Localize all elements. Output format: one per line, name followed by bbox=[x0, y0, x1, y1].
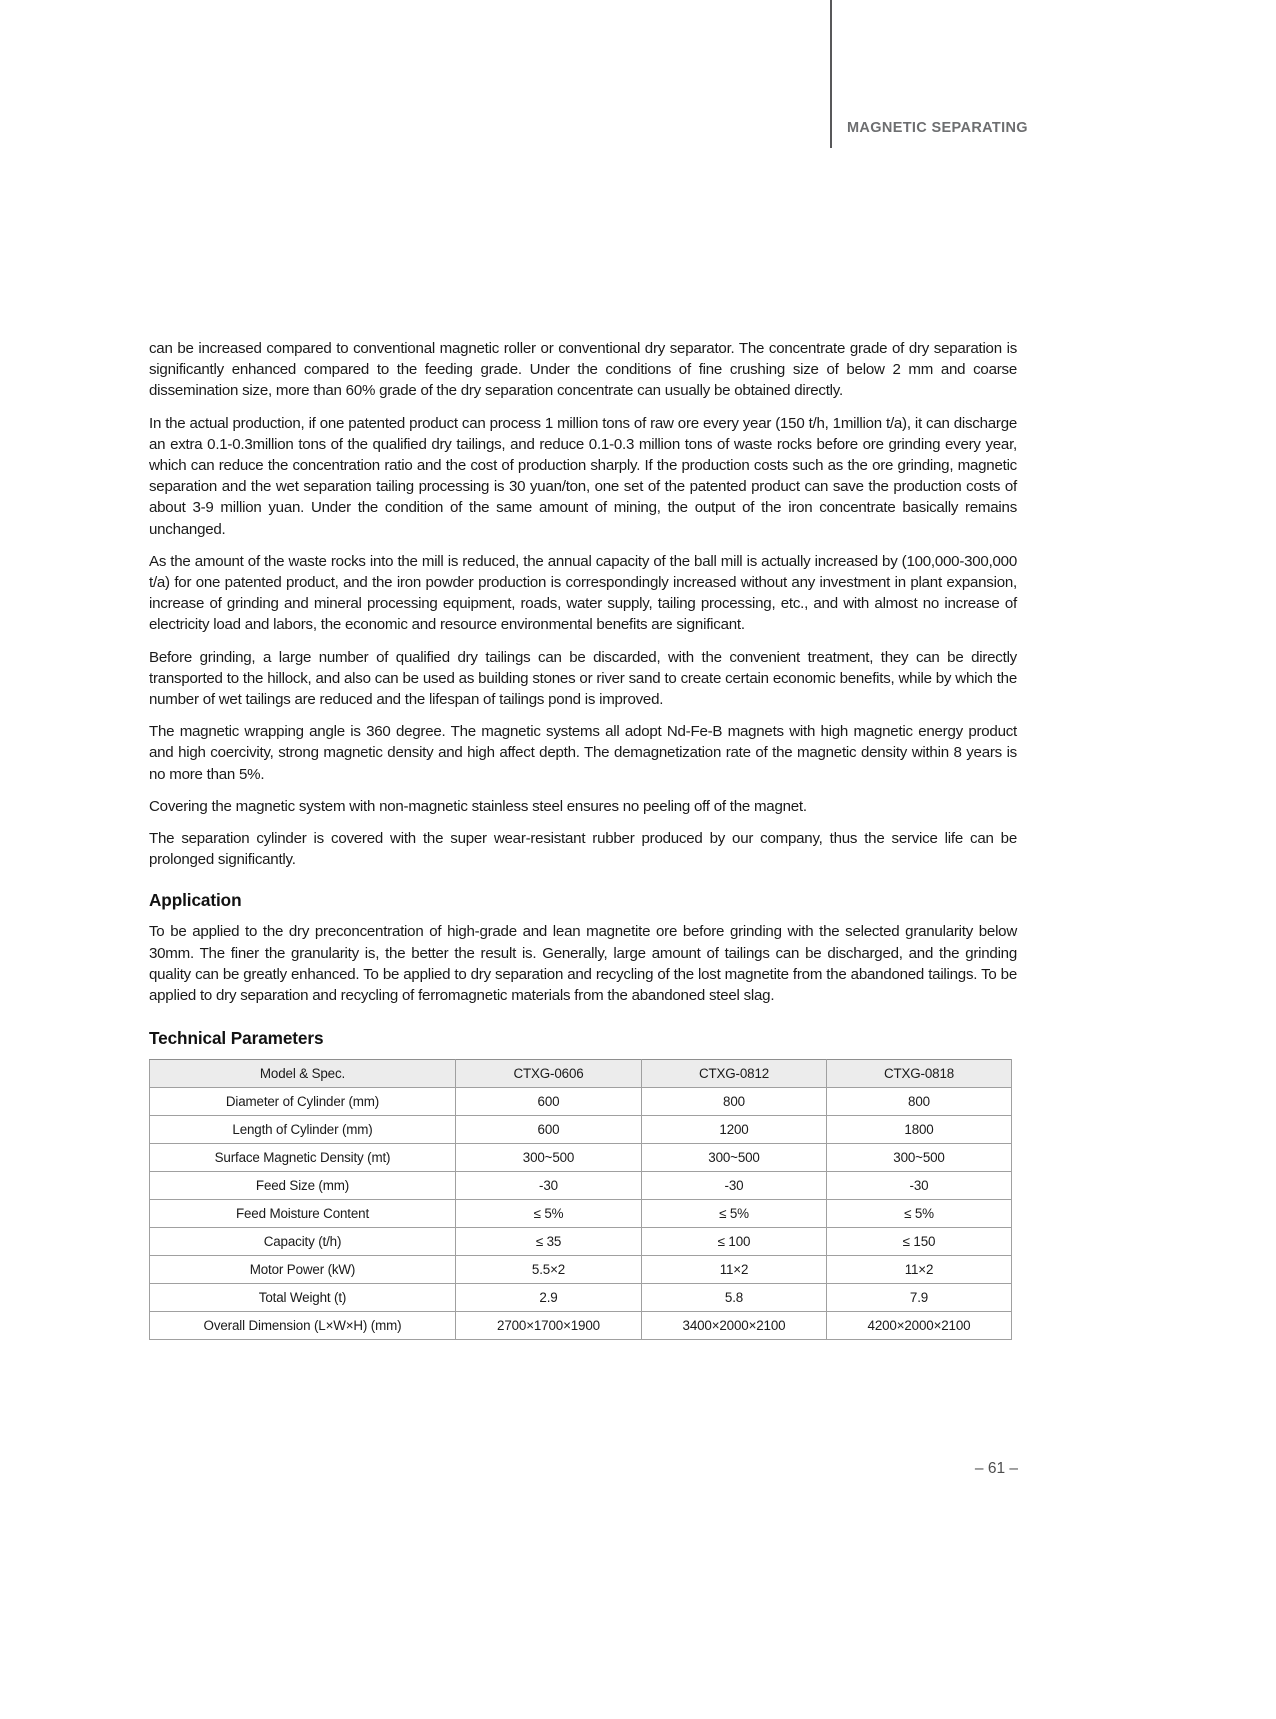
row-value: ≤ 150 bbox=[827, 1228, 1012, 1256]
body-paragraph: Before grinding, a large number of qualified dry tailings can be discarded, with the convenient treatment, they can be directly transported to the hillock, and also can be used as building stones or river sand to create certain economic benefits, while by which the number of wet tailings are reduced and the lifespan of tailings pond is improved. bbox=[149, 648, 1017, 709]
page-footer bbox=[0, 1460, 1276, 1478]
row-value: 600 bbox=[456, 1088, 642, 1116]
row-value: 3400×2000×2100 bbox=[642, 1312, 827, 1340]
row-value: 1200 bbox=[642, 1116, 827, 1144]
table-row bbox=[150, 1116, 1012, 1144]
table-row bbox=[150, 1228, 1012, 1256]
row-label: Overall Dimension (L×W×H) (mm) bbox=[150, 1312, 456, 1340]
table-header-row bbox=[150, 1060, 1012, 1088]
table-row bbox=[150, 1088, 1012, 1116]
header-vertical-rule bbox=[830, 0, 832, 148]
row-label: Feed Size (mm) bbox=[150, 1172, 456, 1200]
row-label: Diameter of Cylinder (mm) bbox=[150, 1088, 456, 1116]
table-row bbox=[150, 1144, 1012, 1172]
row-value: ≤ 35 bbox=[456, 1228, 642, 1256]
row-label: Total Weight (t) bbox=[150, 1284, 456, 1312]
body-paragraph: In the actual production, if one patented product can process 1 million tons of raw ore every year (150 t/h, 1million t/a), it can discharge an extra 0.1-0.3million tons of the qualified dry tailings, and reduce 0.1-0.3 million tons of waste rocks before ore grinding every year, which can reduce the concentration ratio and the cost of production sharply. If the production costs such as the ore grinding, magnetic separation and the wet separation tailing processing is 30 yuan/ton, one set of the patented product can save the production costs of about 3-9 million yuan. Under the condition of the same amount of mining, the output of the iron concentrate basically remains unchanged. bbox=[149, 414, 1017, 538]
column-header-model: Model & Spec. bbox=[150, 1060, 456, 1088]
row-value: 800 bbox=[642, 1088, 827, 1116]
row-value: -30 bbox=[827, 1172, 1012, 1200]
row-value: 600 bbox=[456, 1116, 642, 1144]
body-paragraph: can be increased compared to conventional magnetic roller or conventional dry separator. The concentrate grade of dry separation is significantly enhanced compared to the feeding grade. Under the conditions of fine crushing size of below 2 mm and coarse dissemination size, more than 60% grade of the dry separation concentrate can usually be obtained directly. bbox=[149, 340, 1017, 400]
row-value: 11×2 bbox=[642, 1256, 827, 1284]
row-value: 2.9 bbox=[456, 1284, 642, 1312]
column-header-ctxg-0818: CTXG-0818 bbox=[827, 1060, 1012, 1088]
table-row bbox=[150, 1172, 1012, 1200]
body-paragraph: The separation cylinder is covered with the super wear-resistant rubber produced by our company, thus the service life can be prolonged significantly. bbox=[149, 830, 1017, 869]
header-title: MAGNETIC SEPARATING bbox=[847, 120, 1028, 136]
table-row bbox=[150, 1256, 1012, 1284]
table-row bbox=[150, 1200, 1012, 1228]
row-label: Length of Cylinder (mm) bbox=[150, 1116, 456, 1144]
application-paragraph: To be applied to the dry preconcentration of high-grade and lean magnetite ore before grinding with the selected granularity below 30mm. The finer the granularity is, the better the result is. Generally, large amount of tailings can be discharged, and the grinding quality can be greatly enhanced. To be applied to dry separation and recycling of the lost magnetite from the abandoned tailings. To be applied to dry separation and recycling of ferromagnetic materials from the abandoned steel slag. bbox=[149, 923, 1017, 1005]
row-value: 4200×2000×2100 bbox=[827, 1312, 1012, 1340]
row-label: Motor Power (kW) bbox=[150, 1256, 456, 1284]
technical-parameters-heading: Technical Parameters bbox=[149, 1028, 324, 1049]
row-value: -30 bbox=[642, 1172, 827, 1200]
page-number: – 61 – bbox=[974, 1460, 1018, 1477]
row-value: 5.5×2 bbox=[456, 1256, 642, 1284]
table-row bbox=[150, 1312, 1012, 1340]
application-heading: Application bbox=[149, 890, 242, 911]
technical-parameters-table bbox=[149, 1059, 1012, 1340]
table-body bbox=[150, 1060, 1012, 1340]
row-value: 300~500 bbox=[642, 1144, 827, 1172]
row-value: -30 bbox=[456, 1172, 642, 1200]
body-paragraph: Covering the magnetic system with non-magnetic stainless steel ensures no peeling off of the magnet. bbox=[149, 797, 807, 815]
column-header-ctxg-0812: CTXG-0812 bbox=[642, 1060, 827, 1088]
row-value: 800 bbox=[827, 1088, 1012, 1116]
row-value: 2700×1700×1900 bbox=[456, 1312, 642, 1340]
body-paragraph: The magnetic wrapping angle is 360 degree. The magnetic systems all adopt Nd-Fe-B magnets with high magnetic energy product and high coercivity, strong magnetic density and high affect depth. The demagnetization rate of the magnetic density within 8 years is no more than 5%. bbox=[149, 723, 1017, 783]
row-label: Feed Moisture Content bbox=[150, 1200, 456, 1228]
row-value: 300~500 bbox=[827, 1144, 1012, 1172]
main-content bbox=[149, 338, 1017, 1340]
row-value: 1800 bbox=[827, 1116, 1012, 1144]
row-value: ≤ 5% bbox=[827, 1200, 1012, 1228]
row-value: ≤ 5% bbox=[642, 1200, 827, 1228]
column-header-ctxg-0606: CTXG-0606 bbox=[456, 1060, 642, 1088]
row-value: 11×2 bbox=[827, 1256, 1012, 1284]
row-value: ≤ 5% bbox=[456, 1200, 642, 1228]
row-label: Capacity (t/h) bbox=[150, 1228, 456, 1256]
row-value: 5.8 bbox=[642, 1284, 827, 1312]
row-value: 7.9 bbox=[827, 1284, 1012, 1312]
row-label: Surface Magnetic Density (mt) bbox=[150, 1144, 456, 1172]
row-value: ≤ 100 bbox=[642, 1228, 827, 1256]
table-row bbox=[150, 1284, 1012, 1312]
page-header bbox=[830, 0, 1276, 152]
row-value: 300~500 bbox=[456, 1144, 642, 1172]
body-paragraph: As the amount of the waste rocks into the mill is reduced, the annual capacity of the ball mill is actually increased by (100,000-300,000 t/a) for one patented product, and the iron powder production is correspondingly increased without any investment in plant expansion, increase of grinding and mineral processing equipment, roads, water supply, tailing processing, etc., and with almost no increase of electricity load and labors, the economic and resource environmental benefits are significant. bbox=[149, 552, 1017, 634]
